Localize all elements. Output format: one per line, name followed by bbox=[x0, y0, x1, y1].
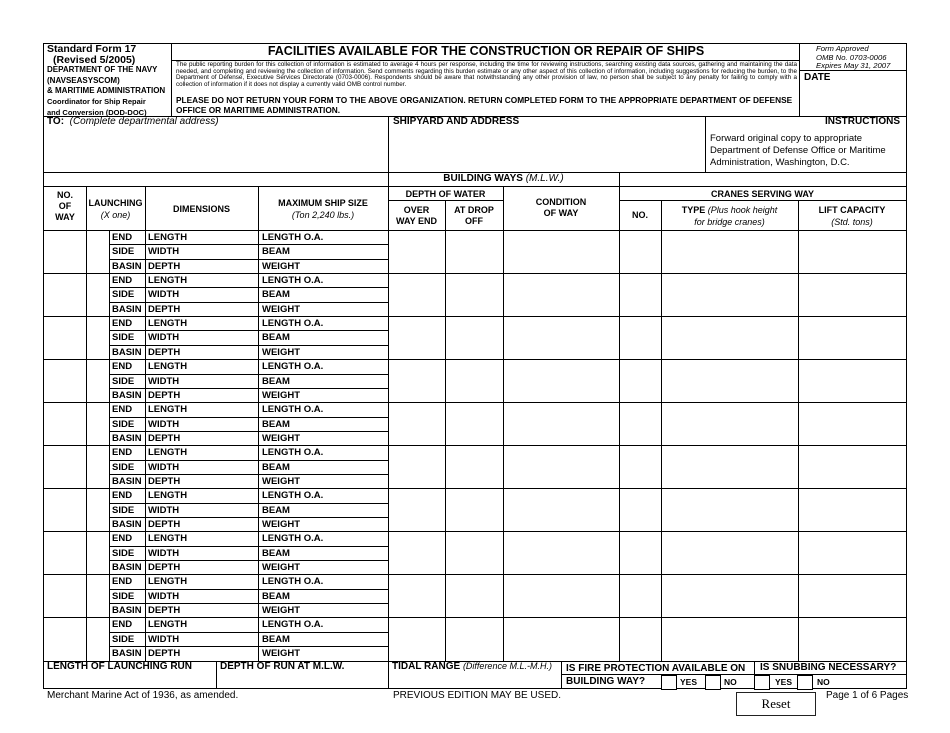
ship-size-label: BEAM bbox=[262, 462, 290, 473]
crane-type-field[interactable] bbox=[662, 230, 797, 273]
launch-type-label: SIDE bbox=[112, 246, 135, 257]
ship-size-label: WEIGHT bbox=[262, 476, 300, 487]
way-number-field[interactable] bbox=[44, 273, 85, 316]
condition-of-way-field[interactable] bbox=[504, 273, 618, 316]
condition-of-way-field[interactable] bbox=[504, 531, 618, 574]
burden-statement: The public reporting burden for this collection of information is estimated to average 4 hours per response, including the time for reviewing instructions, searching existing data sources, gathering and maintaining the data needed, and completing and reviewing the collection of information. Send comments regarding this burden estimate or any other aspect of this collection of information, including suggestions for reducing the burden, to the Department of Defense, Executive Services Directorate (0703-0006). Respondents should be aware that notwithstanding any other provision of law, no person shall be subject to any penalty for failing to comply with a collection of information if it does not display a currently valid OMB control number. bbox=[176, 61, 797, 88]
ship-size-label: WEIGHT bbox=[262, 433, 300, 444]
launching-select-cell[interactable] bbox=[87, 374, 108, 388]
launch-type-label: SIDE bbox=[112, 419, 135, 430]
launch-type-label: SIDE bbox=[112, 376, 135, 387]
way-number-field[interactable] bbox=[44, 359, 85, 402]
launching-select-cell[interactable] bbox=[87, 402, 108, 416]
form-revised: (Revised 5/2005) bbox=[53, 53, 136, 66]
depth-of-run-label: DEPTH OF RUN AT M.L.W. bbox=[220, 661, 345, 672]
header-no-of-way: NO. OF WAY bbox=[55, 190, 75, 222]
crane-number-field[interactable] bbox=[620, 445, 660, 488]
crane-type-field[interactable] bbox=[662, 445, 797, 488]
ship-size-label: WEIGHT bbox=[262, 304, 300, 315]
coordinator-line: Coordinator for Ship Repair bbox=[47, 96, 146, 106]
fire-yes-label: YES bbox=[680, 677, 698, 687]
launching-select-cell[interactable] bbox=[87, 517, 108, 531]
header-dimensions: DIMENSIONS bbox=[172, 204, 230, 214]
crane-number-field[interactable] bbox=[620, 488, 660, 531]
header-crane-type: TYPE (Plus hook height for bridge cranes) bbox=[681, 205, 778, 227]
launch-type-label: BASIN bbox=[112, 562, 142, 573]
launching-select-cell[interactable] bbox=[87, 259, 108, 273]
launching-select-cell[interactable] bbox=[87, 345, 108, 359]
launch-type-label: SIDE bbox=[112, 289, 135, 300]
dimension-label: DEPTH bbox=[148, 347, 181, 358]
launch-type-label: SIDE bbox=[112, 505, 135, 516]
dimension-label: WIDTH bbox=[148, 505, 180, 516]
ship-size-label: BEAM bbox=[262, 505, 290, 516]
to-label bbox=[47, 116, 219, 127]
launching-select-cell[interactable] bbox=[87, 531, 108, 545]
launch-type-label: END bbox=[112, 533, 133, 544]
depth-at-drop-off-field[interactable] bbox=[446, 230, 502, 273]
launch-type-label: BASIN bbox=[112, 433, 142, 444]
ship-size-label: WEIGHT bbox=[262, 648, 300, 659]
approval-line: Expires May 31, 2007 bbox=[816, 61, 891, 71]
launching-select-cell[interactable] bbox=[87, 316, 108, 330]
depth-at-drop-off-field[interactable] bbox=[446, 402, 502, 445]
launch-type-label: SIDE bbox=[112, 634, 135, 645]
launch-type-label: END bbox=[112, 318, 133, 329]
crane-type-field[interactable] bbox=[662, 359, 797, 402]
launch-type-label: SIDE bbox=[112, 548, 135, 559]
launching-select-cell[interactable] bbox=[87, 302, 108, 316]
depth-over-way-end-field[interactable] bbox=[389, 230, 444, 273]
launching-select-cell[interactable] bbox=[87, 431, 108, 445]
launch-type-label: BASIN bbox=[112, 304, 142, 315]
ship-size-label: LENGTH O.A. bbox=[262, 490, 324, 501]
return-notice: PLEASE DO NOT RETURN YOUR FORM TO THE ABOVE ORGANIZATION. RETURN COMPLETED FORM TO THE APPROPRIATE DEPARTMENT OF DEFENSE OFFICE OR MARITIME ADMINISTRATION. bbox=[176, 95, 793, 115]
ship-size-label: WEIGHT bbox=[262, 261, 300, 272]
crane-number-field[interactable] bbox=[620, 316, 660, 359]
instructions-text bbox=[710, 133, 905, 169]
depth-over-way-end-field[interactable] bbox=[389, 574, 444, 617]
depth-over-way-end-field[interactable] bbox=[389, 316, 444, 359]
launching-select-cell[interactable] bbox=[87, 287, 108, 301]
instructions-title: INSTRUCTIONS bbox=[825, 116, 900, 127]
condition-of-way-field[interactable] bbox=[504, 488, 618, 531]
dimension-label: LENGTH bbox=[148, 318, 188, 329]
ship-size-label: LENGTH O.A. bbox=[262, 275, 324, 286]
dimension-label: WIDTH bbox=[148, 591, 180, 602]
dimension-label: WIDTH bbox=[148, 246, 180, 257]
shipyard-label: SHIPYARD AND ADDRESS bbox=[393, 116, 520, 127]
lift-capacity-field[interactable] bbox=[799, 617, 905, 660]
launch-type-label: END bbox=[112, 576, 133, 587]
crane-type-field[interactable] bbox=[662, 531, 797, 574]
crane-number-field[interactable] bbox=[620, 402, 660, 445]
launch-type-label: END bbox=[112, 232, 133, 243]
way-number-field[interactable] bbox=[44, 402, 85, 445]
act-reference: Merchant Marine Act of 1936, as amended. bbox=[47, 690, 239, 701]
date-label: DATE bbox=[804, 72, 831, 83]
building-ways-title bbox=[388, 173, 619, 184]
header-cranes-serving-way: CRANES SERVING WAY bbox=[710, 189, 815, 199]
dimension-label: DEPTH bbox=[148, 304, 181, 315]
launching-select-cell[interactable] bbox=[87, 445, 108, 459]
ship-size-label: LENGTH O.A. bbox=[262, 576, 324, 587]
lift-capacity-field[interactable] bbox=[799, 359, 905, 402]
way-number-field[interactable] bbox=[44, 230, 85, 273]
ship-size-label: LENGTH O.A. bbox=[262, 404, 324, 415]
condition-of-way-field[interactable] bbox=[504, 574, 618, 617]
way-number-field[interactable] bbox=[44, 445, 85, 488]
fire-protection-question: IS FIRE PROTECTION AVAILABLE ON BUILDING WAY? bbox=[566, 663, 746, 687]
condition-of-way-field[interactable] bbox=[504, 402, 618, 445]
ship-size-label: BEAM bbox=[262, 246, 290, 257]
header-crane-no: NO. bbox=[631, 210, 648, 220]
to-label-text: TO: bbox=[47, 116, 65, 127]
launching-select-cell[interactable] bbox=[87, 574, 108, 588]
launch-type-label: SIDE bbox=[112, 591, 135, 602]
ship-size-label: WEIGHT bbox=[262, 390, 300, 401]
dimension-label: WIDTH bbox=[148, 462, 180, 473]
launch-type-label: BASIN bbox=[112, 390, 142, 401]
depth-over-way-end-field[interactable] bbox=[389, 617, 444, 660]
instructions-line: Forward original copy to appropriate bbox=[710, 133, 863, 144]
dimension-label: WIDTH bbox=[148, 419, 180, 430]
ship-size-label: BEAM bbox=[262, 289, 290, 300]
header-over-way-end: OVER WAY END bbox=[395, 205, 437, 226]
edition-note: PREVIOUS EDITION MAY BE USED. bbox=[393, 690, 561, 701]
launching-select-cell[interactable] bbox=[87, 632, 108, 646]
coordinator-line: and Conversion (DOD-DOC) bbox=[47, 107, 147, 117]
snub-no-label: NO bbox=[817, 677, 830, 687]
ship-size-label: WEIGHT bbox=[262, 562, 300, 573]
launching-select-cell[interactable] bbox=[87, 617, 108, 631]
launching-select-cell[interactable] bbox=[87, 503, 108, 517]
lift-capacity-field[interactable] bbox=[799, 488, 905, 531]
launching-select-cell[interactable] bbox=[87, 417, 108, 431]
depth-over-way-end-field[interactable] bbox=[389, 273, 444, 316]
launching-select-cell[interactable] bbox=[87, 273, 108, 287]
dimension-label: LENGTH bbox=[148, 447, 188, 458]
instructions-line: Administration, Washington, D.C. bbox=[710, 157, 850, 168]
ship-size-label: BEAM bbox=[262, 332, 290, 343]
crane-type-field[interactable] bbox=[662, 316, 797, 359]
fire-no-checkbox[interactable] bbox=[705, 675, 721, 690]
ship-size-label: LENGTH O.A. bbox=[262, 533, 324, 544]
launch-type-label: BASIN bbox=[112, 519, 142, 530]
launching-select-cell[interactable] bbox=[87, 388, 108, 402]
ship-size-label: WEIGHT bbox=[262, 605, 300, 616]
way-number-field[interactable] bbox=[44, 574, 85, 617]
header-depth-of-water: DEPTH OF WATER bbox=[405, 189, 486, 199]
ship-size-label: LENGTH O.A. bbox=[262, 318, 324, 329]
launching-select-cell[interactable] bbox=[87, 359, 108, 373]
agency-line: (NAVSEASYSCOM) bbox=[47, 75, 120, 85]
condition-of-way-field[interactable] bbox=[504, 316, 618, 359]
way-number-field[interactable] bbox=[44, 488, 85, 531]
date-field[interactable] bbox=[800, 82, 906, 116]
crane-type-field[interactable] bbox=[662, 617, 797, 660]
launch-type-label: SIDE bbox=[112, 462, 135, 473]
dimension-label: WIDTH bbox=[148, 289, 180, 300]
ship-size-label: LENGTH O.A. bbox=[262, 361, 324, 372]
section-title: BUILDING WAYS bbox=[443, 173, 523, 184]
launch-type-label: BASIN bbox=[112, 476, 142, 487]
lift-capacity-field[interactable] bbox=[799, 230, 905, 273]
ship-size-label: LENGTH O.A. bbox=[262, 619, 324, 630]
ship-size-label: WEIGHT bbox=[262, 347, 300, 358]
header-lift-capacity: LIFT CAPACITY (Std. tons) bbox=[818, 205, 886, 227]
depth-at-drop-off-field[interactable] bbox=[446, 574, 502, 617]
depth-at-drop-off-field[interactable] bbox=[446, 531, 502, 574]
crane-type-field[interactable] bbox=[662, 574, 797, 617]
section-sub: (M.L.W.) bbox=[525, 173, 564, 184]
depth-at-drop-off-field[interactable] bbox=[446, 359, 502, 402]
launching-select-cell[interactable] bbox=[87, 546, 108, 560]
page-indicator: Page 1 of 6 Pages bbox=[826, 690, 909, 701]
dimension-label: DEPTH bbox=[148, 562, 181, 573]
launch-type-label: END bbox=[112, 275, 133, 286]
header-condition-of-way: CONDITION OF WAY bbox=[535, 197, 587, 218]
launching-select-cell[interactable] bbox=[87, 560, 108, 574]
way-number-field[interactable] bbox=[44, 316, 85, 359]
dimension-label: DEPTH bbox=[148, 390, 181, 401]
snub-no-checkbox[interactable] bbox=[797, 675, 813, 690]
launch-type-label: END bbox=[112, 490, 133, 501]
to-address-field[interactable] bbox=[44, 128, 387, 172]
dimension-label: DEPTH bbox=[148, 433, 181, 444]
launching-select-cell[interactable] bbox=[87, 244, 108, 258]
condition-of-way-field[interactable] bbox=[504, 359, 618, 402]
launch-type-label: END bbox=[112, 361, 133, 372]
dimension-label: WIDTH bbox=[148, 634, 180, 645]
depth-at-drop-off-field[interactable] bbox=[446, 316, 502, 359]
launching-select-cell[interactable] bbox=[87, 330, 108, 344]
depth-at-drop-off-field[interactable] bbox=[446, 488, 502, 531]
dimension-label: WIDTH bbox=[148, 548, 180, 559]
header-max-ship-size: MAXIMUM SHIP SIZE (Ton 2,240 lbs.) bbox=[278, 198, 368, 220]
dimension-label: DEPTH bbox=[148, 261, 181, 272]
launching-select-cell[interactable] bbox=[87, 589, 108, 603]
launch-type-label: BASIN bbox=[112, 261, 142, 272]
dimension-label: LENGTH bbox=[148, 232, 188, 243]
dimension-label: LENGTH bbox=[148, 533, 188, 544]
dimension-label: WIDTH bbox=[148, 376, 180, 387]
crane-number-field[interactable] bbox=[620, 273, 660, 316]
condition-of-way-field[interactable] bbox=[504, 230, 618, 273]
ship-size-label: BEAM bbox=[262, 591, 290, 602]
launching-select-cell[interactable] bbox=[87, 460, 108, 474]
ship-size-label: BEAM bbox=[262, 634, 290, 645]
ship-size-label: BEAM bbox=[262, 548, 290, 559]
launching-select-cell[interactable] bbox=[87, 474, 108, 488]
to-hint: (Complete departmental address) bbox=[69, 116, 219, 127]
dimension-label: LENGTH bbox=[148, 361, 188, 372]
agency-line: & MARITIME ADMINISTRATION bbox=[47, 86, 166, 96]
depth-at-drop-off-field[interactable] bbox=[446, 617, 502, 660]
launch-type-label: BASIN bbox=[112, 347, 142, 358]
reset-button[interactable]: Reset bbox=[736, 692, 816, 716]
condition-of-way-field[interactable] bbox=[504, 617, 618, 660]
crane-type-field[interactable] bbox=[662, 273, 797, 316]
ship-size-label: LENGTH O.A. bbox=[262, 232, 324, 243]
launch-type-label: END bbox=[112, 619, 133, 630]
launching-select-cell[interactable] bbox=[87, 230, 108, 244]
crane-number-field[interactable] bbox=[620, 574, 660, 617]
snubbing-question: IS SNUBBING NECESSARY? bbox=[760, 662, 897, 673]
lift-capacity-field[interactable] bbox=[799, 402, 905, 445]
dimension-label: DEPTH bbox=[148, 519, 181, 530]
way-number-field[interactable] bbox=[44, 531, 85, 574]
lift-capacity-field[interactable] bbox=[799, 316, 905, 359]
header-launching: LAUNCHING (X one) bbox=[88, 198, 143, 220]
launch-type-label: SIDE bbox=[112, 332, 135, 343]
shipyard-address-field[interactable] bbox=[389, 128, 704, 172]
dimension-label: DEPTH bbox=[148, 605, 181, 616]
snub-yes-checkbox[interactable] bbox=[754, 675, 770, 690]
crane-number-field[interactable] bbox=[620, 359, 660, 402]
form-identifier bbox=[47, 44, 169, 118]
ship-size-label: WEIGHT bbox=[262, 519, 300, 530]
tidal-range-label: TIDAL RANGE (Difference M.L.-M.H.) bbox=[392, 661, 552, 672]
dimension-label: LENGTH bbox=[148, 275, 188, 286]
header-at-drop-off: AT DROP OFF bbox=[454, 205, 494, 226]
crane-number-field[interactable] bbox=[620, 531, 660, 574]
launch-type-label: END bbox=[112, 447, 133, 458]
lift-capacity-field[interactable] bbox=[799, 445, 905, 488]
launch-type-label: END bbox=[112, 404, 133, 415]
launch-type-label: BASIN bbox=[112, 648, 142, 659]
approval-line: Form Approved bbox=[816, 44, 869, 53]
depth-over-way-end-field[interactable] bbox=[389, 531, 444, 574]
dimension-label: LENGTH bbox=[148, 619, 188, 630]
dimension-label: DEPTH bbox=[148, 648, 181, 659]
instructions-line: Department of Defense Office or Maritime bbox=[710, 145, 886, 156]
dimension-label: LENGTH bbox=[148, 576, 188, 587]
fire-yes-checkbox[interactable] bbox=[661, 675, 677, 690]
crane-type-field[interactable] bbox=[662, 402, 797, 445]
depth-over-way-end-field[interactable] bbox=[389, 488, 444, 531]
lift-capacity-field[interactable] bbox=[799, 273, 905, 316]
ship-size-label: BEAM bbox=[262, 376, 290, 387]
launching-select-cell[interactable] bbox=[87, 646, 108, 660]
fire-no-label: NO bbox=[724, 677, 737, 687]
ship-size-label: LENGTH O.A. bbox=[262, 447, 324, 458]
depth-at-drop-off-field[interactable] bbox=[446, 445, 502, 488]
crane-type-field[interactable] bbox=[662, 488, 797, 531]
depth-over-way-end-field[interactable] bbox=[389, 359, 444, 402]
approval-line: OMB No. 0703-0006 bbox=[816, 52, 887, 62]
omb-approval bbox=[816, 45, 904, 71]
lift-capacity-field[interactable] bbox=[799, 574, 905, 617]
dimension-label: LENGTH bbox=[148, 404, 188, 415]
ship-size-label: BEAM bbox=[262, 419, 290, 430]
launch-type-label: BASIN bbox=[112, 605, 142, 616]
snub-yes-label: YES bbox=[775, 677, 793, 687]
form-name: Standard Form 17 bbox=[47, 43, 137, 55]
lift-capacity-field[interactable] bbox=[799, 531, 905, 574]
launching-run-label: LENGTH OF LAUNCHING RUN bbox=[47, 661, 192, 672]
launching-select-cell[interactable] bbox=[87, 603, 108, 617]
depth-over-way-end-field[interactable] bbox=[389, 402, 444, 445]
crane-number-field[interactable] bbox=[620, 617, 660, 660]
dimension-label: DEPTH bbox=[148, 476, 181, 487]
agency-line: DEPARTMENT OF THE NAVY bbox=[47, 65, 158, 75]
crane-number-field[interactable] bbox=[620, 230, 660, 273]
launching-select-cell[interactable] bbox=[87, 488, 108, 502]
depth-over-way-end-field[interactable] bbox=[389, 445, 444, 488]
form-title: FACILITIES AVAILABLE FOR THE CONSTRUCTION OR REPAIR OF SHIPS bbox=[267, 44, 705, 58]
condition-of-way-field[interactable] bbox=[504, 445, 618, 488]
way-number-field[interactable] bbox=[44, 617, 85, 660]
dimension-label: WIDTH bbox=[148, 332, 180, 343]
depth-at-drop-off-field[interactable] bbox=[446, 273, 502, 316]
dimension-label: LENGTH bbox=[148, 490, 188, 501]
